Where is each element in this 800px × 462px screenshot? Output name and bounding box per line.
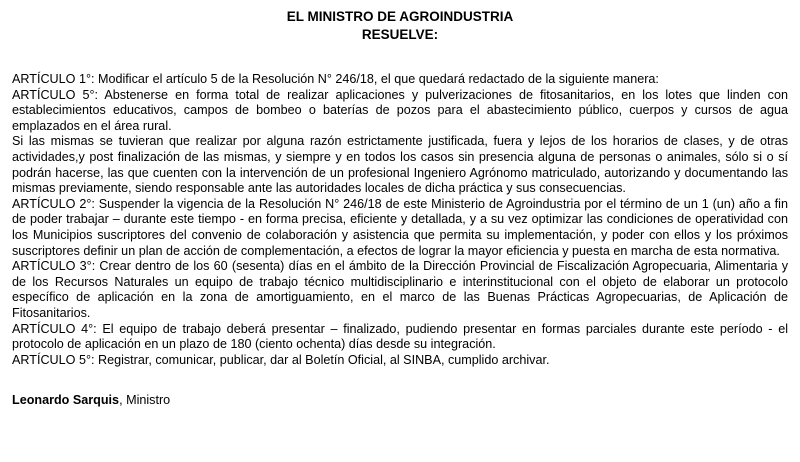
article-4-paragraph: ARTÍCULO 4°: El equipo de trabajo deberá presentar – finalizado, pudiendo presentar en formas parciales durante este período - el protocolo de aplicación en un plazo de 180 (ciento ochenta) días desde su integración. (12, 321, 788, 352)
article-5-paragraph: ARTÍCULO 5°: Abstenerse en forma total de realizar aplicaciones y pulverizaciones de fitosanitarios, en los lotes que linden con establecimientos educativos, campos de bombeo o baterías de pozos para el abastecimiento público, cuerpos y cursos de agua emplazados en el área rural. (12, 87, 788, 133)
signatory-title: , Ministro (119, 393, 171, 408)
signatory-name: Leonardo Sarquis (12, 393, 120, 408)
article-5-continuation-paragraph: Si las mismas se tuvieran que realizar por alguna razón estrictamente justificada, fuera y lejos de los horarios de clases, y de otras actividades,y post finalización de las mismas, y siempre y en todos los casos sin presencia alguna de personas o animales, sólo si o sí podrán hacerse, las que cuenten con la intervención de un profesional Ingeniero Agrónomo matriculado, autorizando y documentando las mismas previamente, siendo responsable ante las autoridades locales de dicha práctica y sus consecuencias. (12, 134, 788, 196)
article-1-paragraph: ARTÍCULO 1°: Modificar el artículo 5 de la Resolución N° 246/18, el que quedará redactado de la siguiente manera: (12, 72, 659, 86)
document-heading-resuelve: RESUELVE: (361, 27, 439, 42)
document-heading-minister: EL MINISTRO DE AGROINDUSTRIA (286, 9, 514, 24)
signature-line (12, 392, 788, 408)
article-5-final-paragraph: ARTÍCULO 5°: Registrar, comunicar, publicar, dar al Boletín Oficial, al SINBA, cumplido archivar. (12, 352, 550, 367)
resolution-document (12, 8, 788, 408)
article-3-paragraph: ARTÍCULO 3°: Crear dentro de los 60 (sesenta) días en el ámbito de la Dirección Provincial de Fiscalización Agropecuaria, Alimentaria y de los Recursos Naturales un equipo de trabajo técnico multidisciplinario e interinstitucional con el objeto de elaborar un protocolo específico de aplicación en la zona de amortiguamiento, en el marco de las Buenas Prácticas Agropecuarias, de Aplicación de Fitosanitarios. (12, 259, 788, 320)
article-2-paragraph: ARTÍCULO 2°: Suspender la vigencia de la Resolución N° 246/18 de este Ministerio de Agroindustria por el término de un 1 (un) año a fin de poder trabajar – durante este tiempo - en forma precisa, eficiente y detallada, y a su vez optimizar las condiciones de operatividad con los Municipios suscriptores del convenio de colaboración y asistencia que permita su implementación, y poder con ellos y los próximos suscriptores definir un plan de acción de complementación, a efectos de lograr la mayor eficiencia y puesta en marcha de esta normativa. (12, 196, 788, 258)
document-body (12, 72, 788, 368)
